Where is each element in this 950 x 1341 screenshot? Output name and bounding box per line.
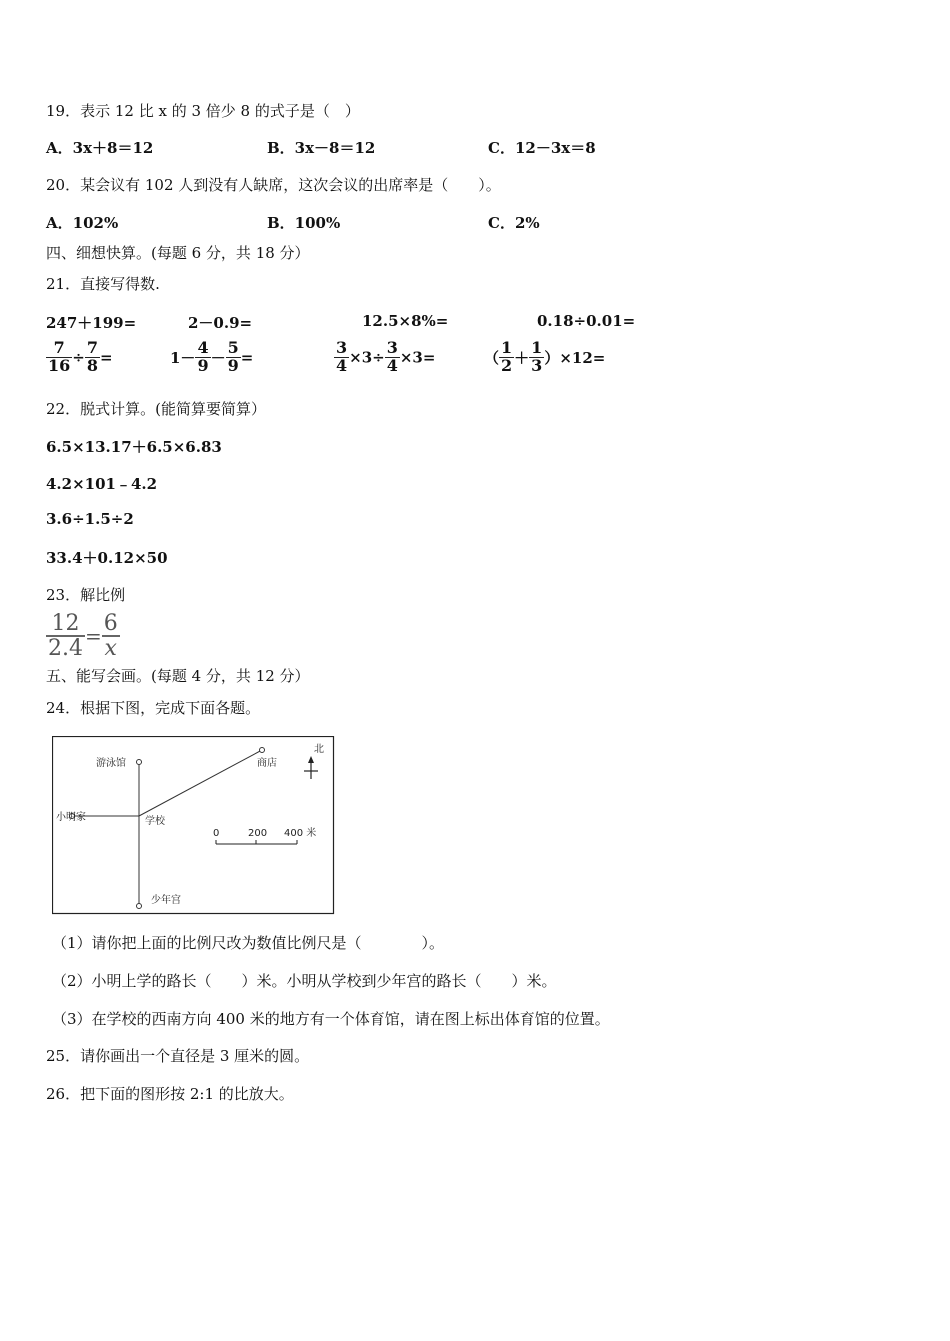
q23-proportion	[46, 612, 120, 660]
q20-option-c: C．2%	[488, 214, 540, 232]
label-school: 学校	[145, 816, 165, 827]
numerator: 7	[46, 340, 72, 358]
north-label: 北	[314, 744, 324, 755]
numerator: 12	[46, 612, 85, 637]
q22-item-4: 33.4＋0.12×50	[46, 549, 168, 567]
q19-option-c: C．12－3x＝8	[488, 139, 596, 157]
q24-stem: 24．根据下图，完成下面各题。	[46, 699, 261, 717]
q21-fraction-expr-1	[46, 340, 113, 375]
q20-option-b: B．100%	[267, 214, 341, 232]
fraction	[529, 340, 544, 375]
numerator: 7	[86, 338, 98, 357]
q24-sub-3: （3）在学校的西南方向 400 米的地方有一个体育馆，请在图上标出体育馆的位置。	[52, 1010, 610, 1028]
q24-sub-2: （2）小明上学的路长（ ）米。小明从学校到少年宫的路长（ ）米。	[52, 972, 557, 990]
denominator: 2	[501, 355, 513, 375]
equals: =	[99, 348, 113, 367]
shop-point	[260, 748, 265, 753]
numerator: 6	[103, 611, 118, 636]
denominator: 4	[336, 355, 348, 375]
q21-fraction-expr-3	[334, 340, 435, 375]
operator: －	[210, 348, 226, 367]
operator: ×3÷	[349, 348, 385, 367]
q22-item-2: 4.2×101﹣4.2	[46, 475, 158, 493]
denominator: x	[104, 636, 117, 662]
fraction	[46, 340, 72, 375]
q21-stem: 21．直接写得数.	[46, 275, 160, 293]
q22-stem: 22．脱式计算。(能简算要简算）	[46, 400, 266, 418]
denominator: 16	[48, 355, 71, 375]
q23-stem: 23．解比例	[46, 586, 126, 604]
palace-point	[137, 904, 142, 909]
q21-fraction-expr-4	[484, 340, 605, 375]
q21-calc-4: 0.18÷0.01=	[537, 312, 636, 330]
fraction	[334, 340, 349, 375]
q20-option-a: A．102%	[46, 214, 119, 232]
numerator: 1	[501, 338, 513, 357]
q19-option-b: B．3x－8＝12	[267, 139, 376, 157]
fraction	[102, 612, 120, 660]
label-shop: 商店	[257, 758, 277, 769]
pool-point	[137, 760, 142, 765]
q21-calc-2: 2－0.9=	[188, 314, 253, 332]
scale-400: 400 米	[284, 828, 317, 839]
section-4-heading: 四、细想快算。(每题 6 分，共 18 分）	[46, 244, 310, 262]
denominator: 9	[197, 355, 209, 375]
denominator: 2.4	[48, 636, 83, 662]
label-home: 小明家	[56, 812, 86, 823]
q22-item-3: 3.6÷1.5÷2	[46, 510, 134, 528]
operator: ÷	[72, 348, 85, 367]
tail: ×3=	[399, 348, 436, 367]
fraction	[46, 612, 85, 660]
numerator: 5	[227, 338, 239, 357]
q22-item-1: 6.5×13.17＋6.5×6.83	[46, 438, 222, 456]
operator: ＋	[514, 348, 530, 367]
map-frame	[53, 737, 334, 914]
label-palace: 少年宫	[151, 895, 181, 906]
q25-stem: 25．请你画出一个直径是 3 厘米的圆。	[46, 1047, 310, 1065]
numerator: 3	[386, 338, 398, 357]
denominator: 9	[227, 355, 239, 375]
scale-200: 200	[248, 828, 268, 839]
lead: （	[484, 348, 500, 367]
q19-stem: 19．表示 12 比 x 的 3 倍少 8 的式子是（ ）	[46, 102, 360, 120]
q21-calc-3: 12.5×8%=	[362, 312, 449, 330]
fraction	[226, 340, 241, 375]
denominator: 3	[531, 355, 543, 375]
section-5-heading: 五、能写会画。(每题 4 分，共 12 分）	[46, 667, 310, 685]
q21-calc-1: 247＋199=	[46, 314, 137, 332]
numerator: 1	[531, 338, 543, 357]
denominator: 8	[86, 355, 98, 375]
fraction	[195, 340, 210, 375]
tail: ）×12=	[544, 348, 606, 367]
scale-0: 0	[213, 828, 220, 839]
numerator: 4	[197, 338, 209, 357]
denominator: 4	[386, 355, 398, 375]
q21-fraction-expr-2	[170, 340, 253, 375]
fraction	[385, 340, 400, 375]
q24-sub-1: （1）请你把上面的比例尺改为数值比例尺是（ ）。	[52, 934, 445, 952]
equals: =	[85, 624, 102, 649]
q26-stem: 26．把下面的图形按 2:1 的比放大。	[46, 1085, 294, 1103]
label-pool: 游泳馆	[96, 758, 126, 769]
numerator: 3	[336, 338, 348, 357]
lead: 1－	[170, 348, 196, 367]
equals: =	[240, 348, 254, 367]
q24-map	[52, 736, 335, 915]
fraction	[85, 340, 100, 375]
fraction	[499, 340, 514, 375]
q20-stem: 20．某会议有 102 人到没有人缺席，这次会议的出席率是（ ）。	[46, 176, 501, 194]
q19-option-a: A．3x＋8＝12	[46, 139, 154, 157]
